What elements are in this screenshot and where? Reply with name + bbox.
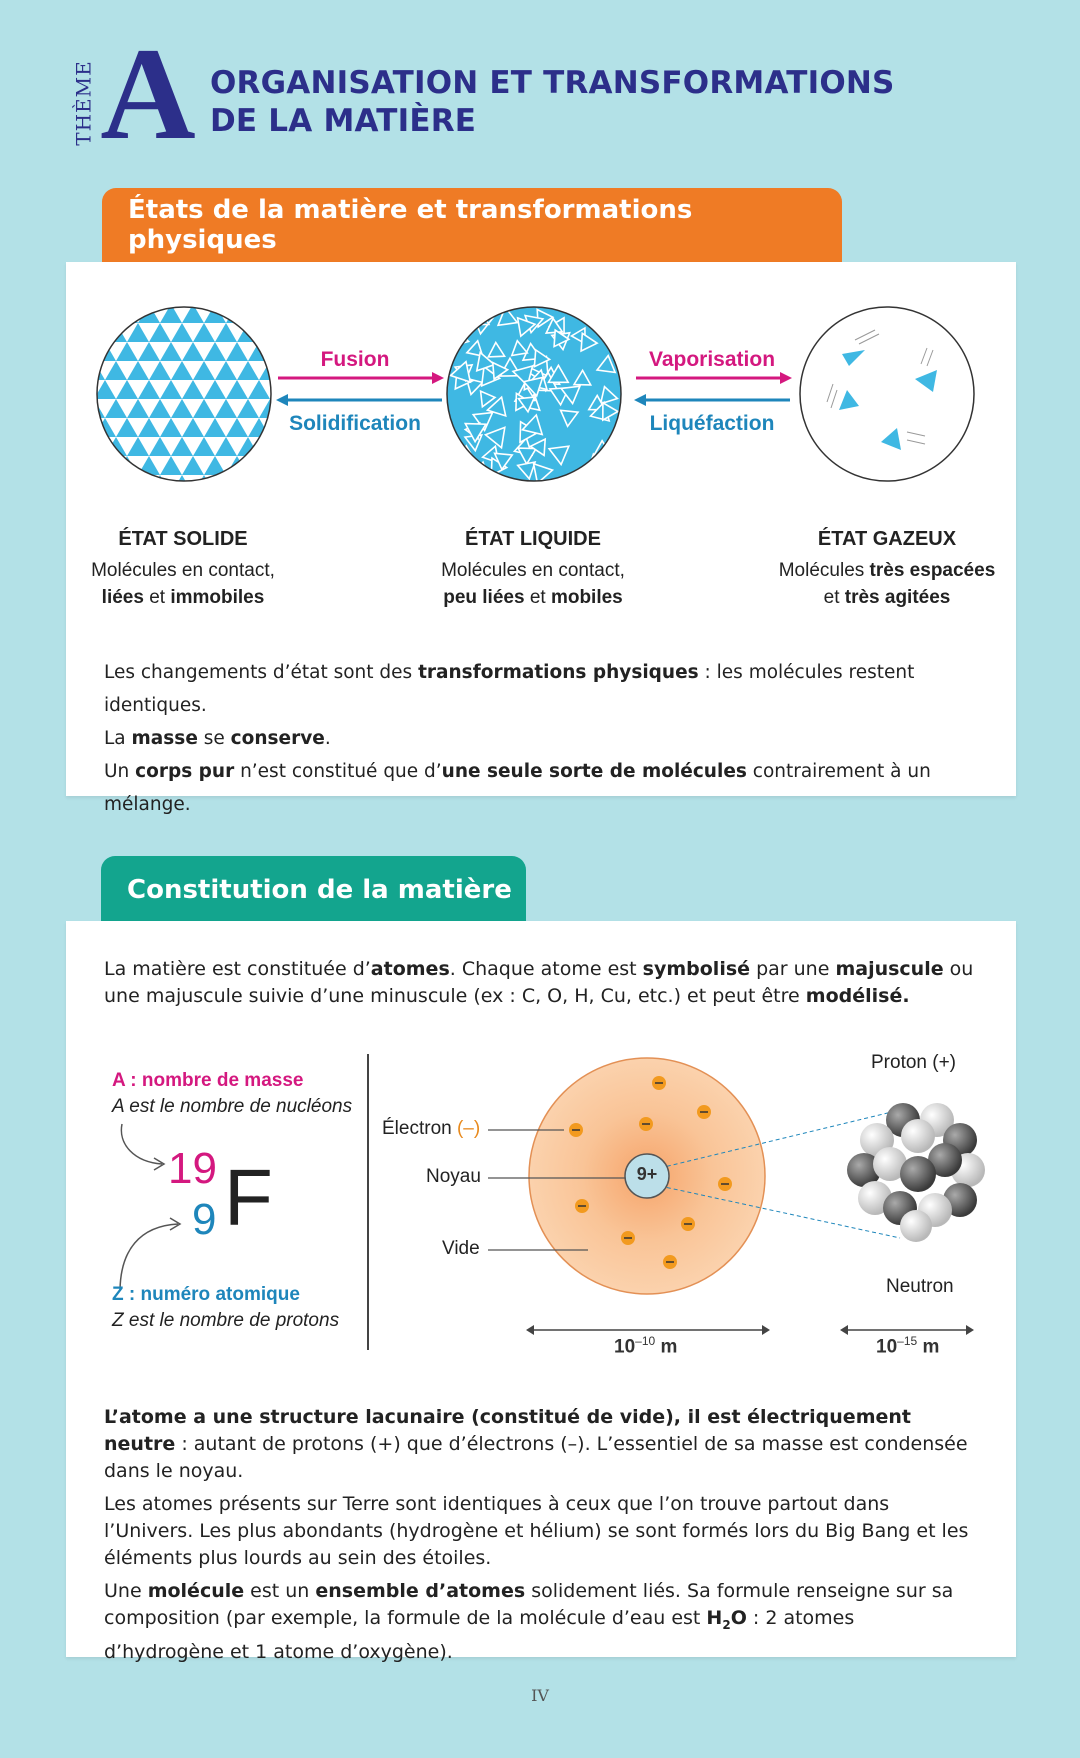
- label-liquefaction: Liquéfaction: [649, 412, 775, 435]
- label-vaporisation: Vaporisation: [648, 348, 776, 371]
- section-tab-states: États de la matière et transformations physiques: [102, 188, 842, 262]
- page-number: IV: [531, 1686, 549, 1705]
- atomic-number: 9: [192, 1195, 217, 1244]
- para-atoms-universe: Les atomes présents sur Terre sont identiques à ceux que l’on trouve partout dans l’Univers. Les plus abondants (hydrogène et hélium) se sont formés lors du Big Bang et les éléments plus lourds au sein des étoiles.: [104, 1493, 969, 1569]
- para-atom-structure: L’atome a une structure lacunaire (constitué de vide), il est électriquement neutre : autant de protons (+) que d’électrons (–). L’essentiel de sa masse est condensée dans le noyau.: [104, 1406, 968, 1482]
- para-line-3: Un corps pur n’est constitué que d’une seule sorte de molécules contrairement à un mélange.: [104, 761, 931, 815]
- proton-label: Proton (+): [871, 1052, 957, 1073]
- atomic-number-label: Z : numéro atomique: [112, 1284, 300, 1305]
- page-title: [210, 64, 990, 140]
- title-line-1: ORGANISATION ET TRANSFORMATIONS: [210, 65, 895, 101]
- divider-vertical: [367, 1054, 369, 1350]
- para-molecule: Une molécule est un ensemble d’atomes solidement liés. Sa formule renseigne sur sa composition (par exemple, la formule de la molécule d’eau est $H_2O$ : 2 atomes d’hydrogène et 1 atome d’oxygène).: [104, 1580, 954, 1663]
- atom-size-label: $10^{-10}$ m: [614, 1334, 678, 1358]
- mass-number-desc: A est le nombre de nucléons: [112, 1096, 353, 1117]
- label-solidification: Solidification: [289, 412, 421, 435]
- constitution-paragraphs: [104, 1404, 978, 1666]
- solid-state-diagram: [94, 304, 274, 484]
- void-label: Vide: [442, 1238, 480, 1259]
- nucleus-charge: 9+: [636, 1164, 658, 1184]
- state-liquid-line1: Molécules en contact,: [441, 560, 625, 581]
- nucleus-label: Noyau: [426, 1166, 481, 1187]
- state-solid-line2: liées et immobiles: [101, 587, 265, 608]
- state-gas-line2: et très agitées: [823, 587, 951, 608]
- title-line-2: DE LA MATIÈRE: [210, 103, 477, 139]
- atomic-number-desc: Z est le nombre de protons: [112, 1310, 340, 1331]
- neutron-label: Neutron: [886, 1276, 954, 1297]
- mass-number: 19: [168, 1144, 217, 1193]
- liquid-state-diagram: [444, 304, 624, 484]
- section-tab-constitution: Constitution de la matière: [101, 856, 526, 924]
- mass-number-label: A : nombre de masse: [112, 1070, 304, 1091]
- electron-label: Électron (–): [382, 1118, 481, 1139]
- para-line-2: La masse se conserve.: [104, 728, 331, 749]
- para-line-1: Les changements d’état sont des transformations physiques : les molécules restent identiques.: [104, 662, 915, 716]
- nucleus-zoom: [847, 1103, 985, 1242]
- state-gas-line1: Molécules très espacées: [778, 560, 996, 581]
- element-symbol: F: [224, 1153, 273, 1242]
- atom-diagram: [370, 1040, 1016, 1370]
- state-solid-text: [33, 526, 333, 611]
- theme-letter: A: [100, 20, 196, 167]
- state-liquid-line2: peu liées et mobiles: [443, 587, 623, 608]
- state-solid-line1: Molécules en contact,: [91, 560, 275, 581]
- solid-molecules: [94, 304, 274, 484]
- gas-state-diagram: [797, 304, 977, 484]
- constitution-intro: La matière est constituée d’atomes. Chaque atome est symbolisé par une majuscule ou une majuscule suivie d’une minuscule (ex : C, O, H, Cu, etc.) et peut être modélisé.: [104, 958, 974, 1007]
- states-paragraph: [104, 656, 1004, 821]
- theme-word: THÈME: [72, 60, 96, 146]
- state-gas-title: ÉTAT GAZEUX: [817, 528, 957, 550]
- state-liquid-title: ÉTAT LIQUIDE: [465, 528, 601, 550]
- state-liquid-text: [383, 526, 683, 611]
- state-gas-text: [737, 526, 1037, 611]
- state-solid-title: ÉTAT SOLIDE: [118, 528, 248, 550]
- nucleus-size-label: $10^{-15}$ m: [876, 1334, 940, 1358]
- label-fusion: Fusion: [320, 348, 390, 371]
